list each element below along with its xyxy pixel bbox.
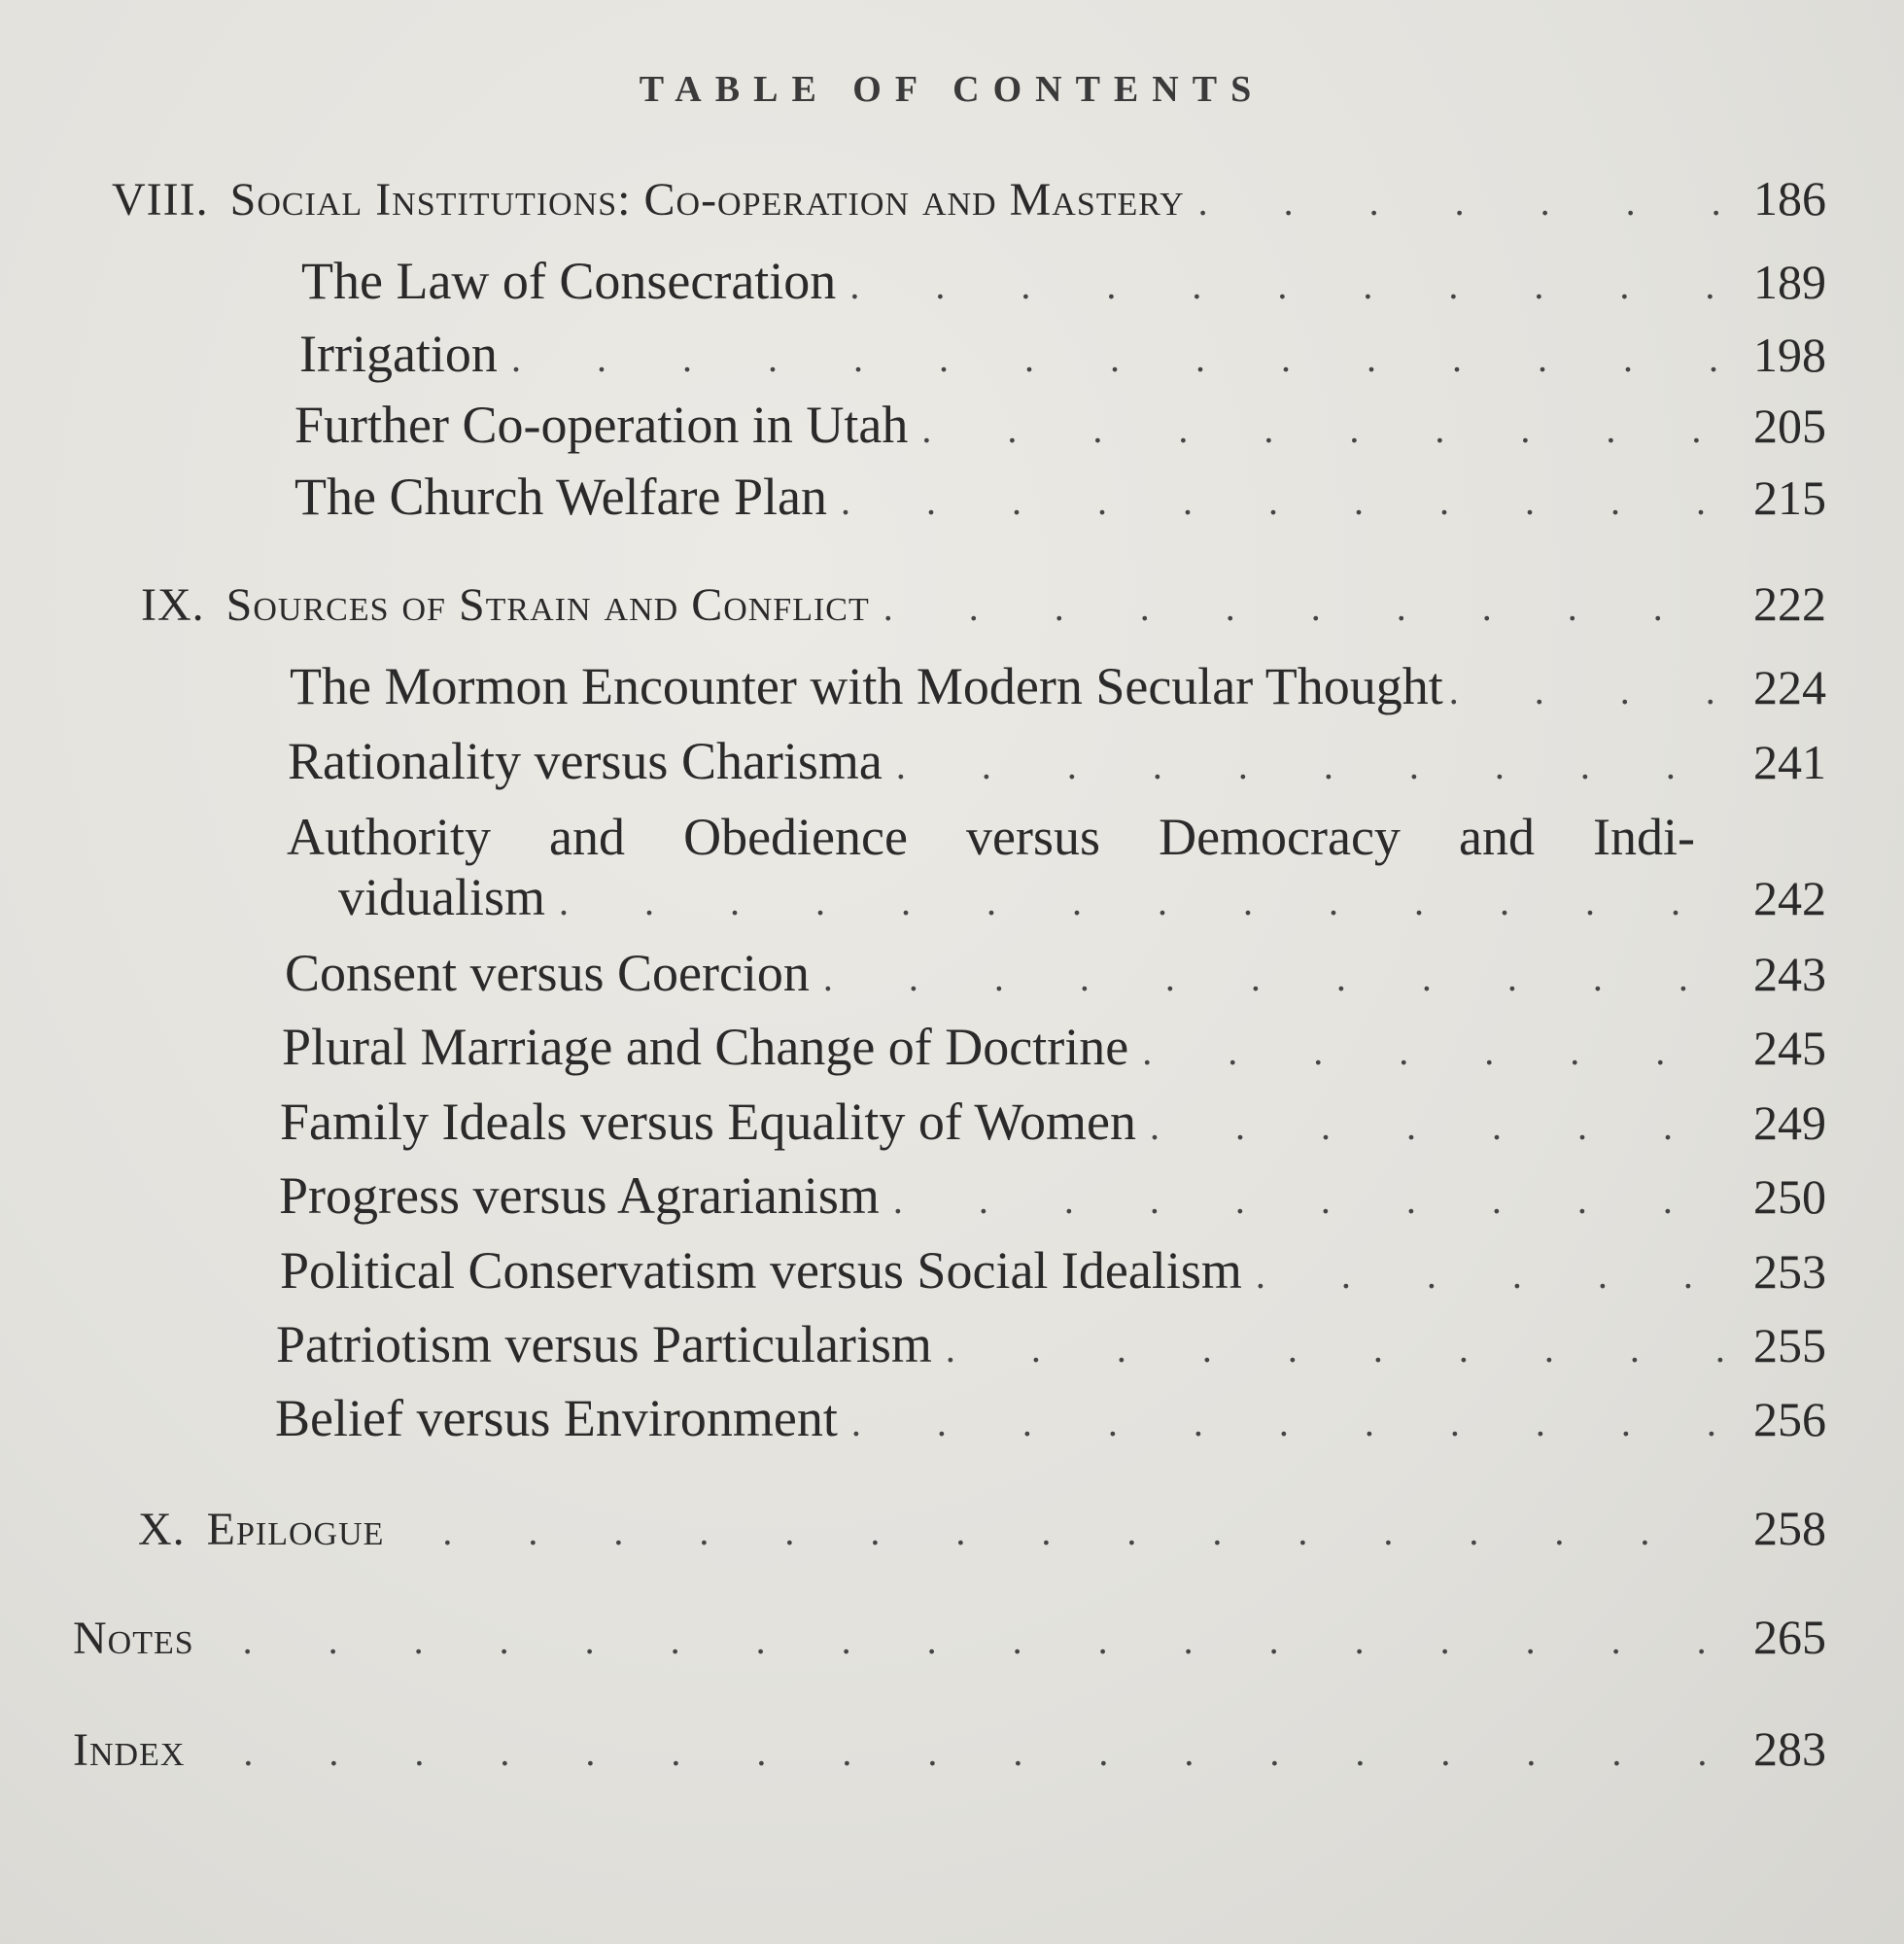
toc-section[interactable] xyxy=(275,1388,1826,1456)
toc-notes[interactable] xyxy=(73,1609,1826,1677)
page-number: 222 xyxy=(1753,576,1826,631)
page-number: 198 xyxy=(1753,328,1826,382)
section-title: Rationality versus Charisma xyxy=(288,732,883,790)
page-number: 283 xyxy=(1753,1721,1826,1776)
section-title: The Church Welfare Plan xyxy=(294,468,827,526)
chapter-title-text: Epilogue xyxy=(206,1504,385,1555)
dot-leader xyxy=(511,335,1725,381)
chapter-title xyxy=(138,1503,384,1556)
page-number: 241 xyxy=(1753,735,1826,789)
dot-leader xyxy=(1449,668,1733,713)
dot-leader xyxy=(893,1177,1725,1223)
section-title-line1: Authority and Obedience versus Democracy and Indi- xyxy=(287,808,1695,866)
section-title: Irrigation xyxy=(299,325,498,383)
page-number: 265 xyxy=(1753,1610,1826,1664)
section-title: Belief versus Environment xyxy=(275,1389,838,1447)
chapter-number: IX. xyxy=(141,579,205,631)
dot-leader xyxy=(851,1400,1725,1445)
toc-section[interactable] xyxy=(290,656,1826,724)
toc-section[interactable] xyxy=(279,1165,1826,1233)
page-number: 258 xyxy=(1753,1501,1826,1555)
dot-leader xyxy=(1142,1028,1725,1074)
page-number: 189 xyxy=(1753,255,1826,309)
section-title: Progress versus Agrarianism xyxy=(279,1166,880,1225)
chapter-title xyxy=(112,173,1185,226)
page-number: 224 xyxy=(1753,660,1826,714)
dot-leader xyxy=(442,1509,1725,1554)
toc-section[interactable] xyxy=(285,943,1826,1011)
dot-leader xyxy=(883,584,1725,630)
toc-index[interactable] xyxy=(73,1720,1826,1788)
dot-leader xyxy=(896,743,1725,788)
section-title: vidualism xyxy=(338,868,545,926)
chapter-title xyxy=(141,578,870,632)
page-number: 186 xyxy=(1753,171,1826,226)
section-title: Consent versus Coercion xyxy=(285,944,810,1002)
page-number: 249 xyxy=(1753,1095,1826,1150)
page-number: 253 xyxy=(1753,1244,1826,1299)
page-number: 243 xyxy=(1753,947,1826,1001)
toc-chapter-10[interactable] xyxy=(138,1500,1826,1568)
chapter-number: VIII. xyxy=(112,174,209,226)
page-number: 215 xyxy=(1753,470,1826,525)
toc-section[interactable] xyxy=(338,867,1826,935)
page-number: 245 xyxy=(1753,1021,1826,1075)
back-matter-title: Index xyxy=(73,1724,186,1776)
toc-section[interactable] xyxy=(294,395,1826,463)
section-title: Political Conservatism versus Social Idealism xyxy=(280,1241,1242,1300)
page-number: 250 xyxy=(1753,1169,1826,1224)
page-number: 242 xyxy=(1753,871,1826,925)
toc-section[interactable] xyxy=(294,467,1826,535)
section-title: The Law of Consecration xyxy=(301,252,837,310)
dot-leader xyxy=(1256,1252,1725,1298)
toc-chapter-8[interactable] xyxy=(112,170,1826,238)
toc-section[interactable] xyxy=(280,1092,1826,1160)
toc-chapter-9[interactable] xyxy=(141,575,1826,643)
toc-section[interactable] xyxy=(288,731,1826,799)
toc-section[interactable] xyxy=(299,324,1826,392)
dot-leader xyxy=(243,1729,1725,1775)
toc-section[interactable] xyxy=(280,1240,1826,1308)
dot-leader xyxy=(849,262,1725,308)
dot-leader xyxy=(841,478,1725,524)
section-title: Patriotism versus Particularism xyxy=(276,1315,932,1373)
toc-section[interactable] xyxy=(282,1017,1826,1085)
section-title: Further Co-operation in Utah xyxy=(294,396,909,454)
dot-leader xyxy=(243,1617,1725,1663)
back-matter-title: Notes xyxy=(73,1613,194,1664)
dot-leader xyxy=(1198,179,1725,225)
dot-leader xyxy=(823,955,1725,1000)
toc-section[interactable] xyxy=(276,1314,1826,1382)
chapter-title-text: Social Institutions: Co-operation and Mastery xyxy=(229,174,1185,226)
dot-leader xyxy=(559,879,1725,924)
page-header: TABLE OF CONTENTS xyxy=(639,69,1265,110)
section-title: Plural Marriage and Change of Doctrine xyxy=(282,1018,1129,1076)
chapter-title-text: Sources of Strain and Conflict xyxy=(225,579,870,631)
dot-leader xyxy=(1150,1103,1725,1149)
chapter-number: X. xyxy=(138,1504,186,1555)
page-number: 255 xyxy=(1753,1318,1826,1372)
page-number: 256 xyxy=(1753,1392,1826,1446)
toc-section[interactable] xyxy=(301,251,1826,319)
dot-leader xyxy=(946,1326,1725,1371)
page-number: 205 xyxy=(1753,399,1826,453)
section-title: The Mormon Encounter with Modern Secular Thought xyxy=(290,657,1443,715)
dot-leader xyxy=(921,406,1725,452)
section-title: Family Ideals versus Equality of Women xyxy=(280,1093,1137,1151)
